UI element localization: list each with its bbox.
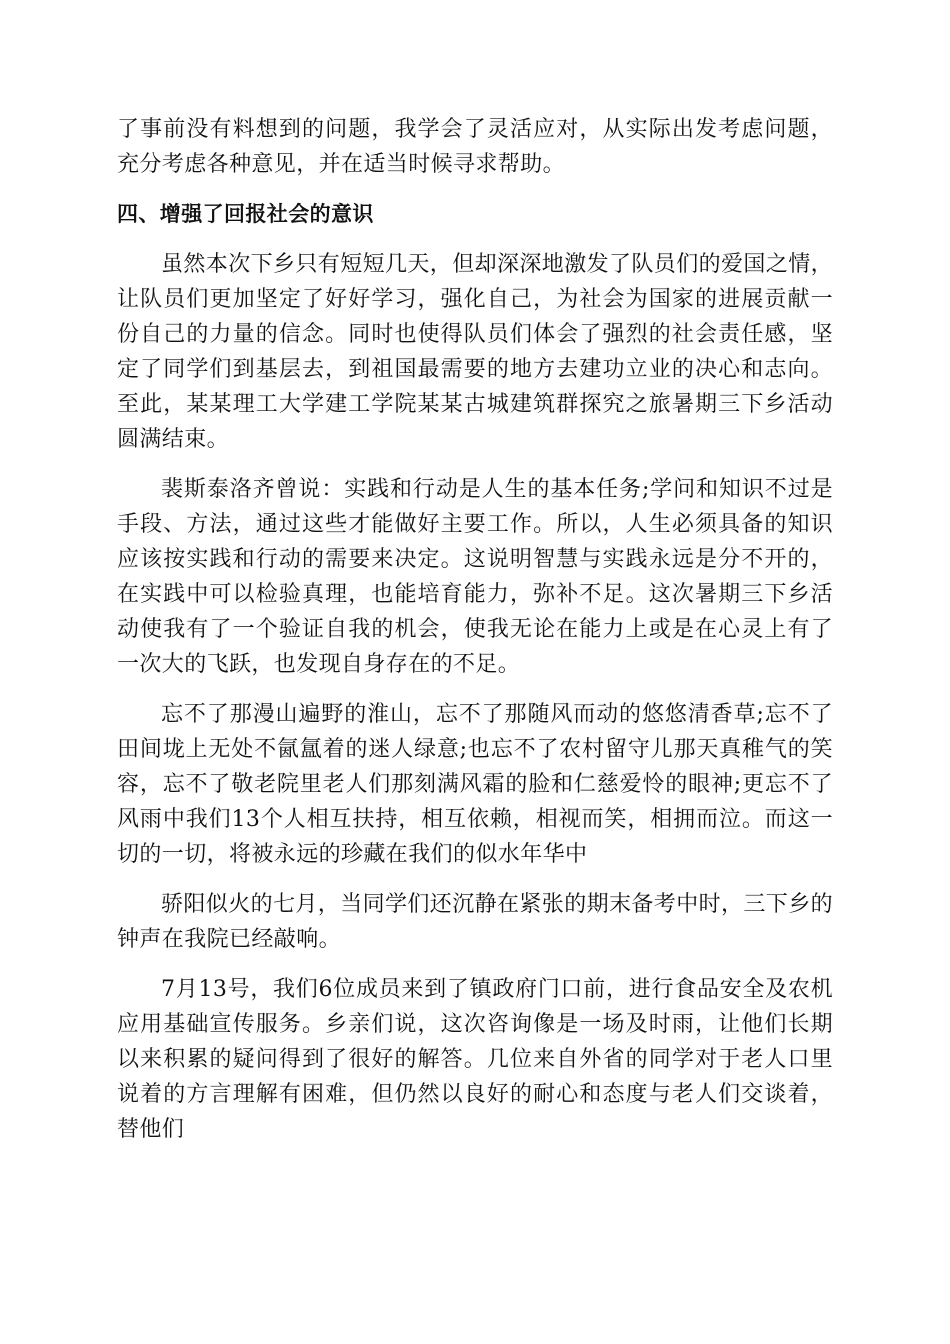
paragraph-pestalozzi-quote: 裴斯泰洛齐曾说：实践和行动是人生的基本任务;学问和知识不过是手段、方法，通过这些才能做好主要工作。所以，人生必须具备的知识应该按实践和行动的需要来决定。这说明智慧与实践永远是分不开的，在实践中可以检验真理，也能培育能力，弥补不足。这次暑期三下乡活动使我有了一个验证自我的机会，使我无论在能力上或是在心灵上有了一次大的飞跃，也发现自身存在的不足。 <box>117 477 833 677</box>
paragraph-social-awareness: 虽然本次下乡只有短短几天，但却深深地激发了队员们的爱国之情，让队员们更加坚定了好好学习，强化自己，为社会为国家的进展贡献一份自己的力量的信念。同时也使得队员们体会了强烈的社会责任感，坚定了同学们到基层去，到祖国最需要的地方去建功立业的决心和志向。至此，某某理工大学建工学院某某古城建筑群探究之旅暑期三下乡活动圆满结束。 <box>117 252 834 452</box>
paragraph-july: 骄阳似火的七月，当同学们还沉静在紧张的期末备考中时，三下乡的钟声在我院已经敲响。 <box>117 892 834 952</box>
paragraph-july-13: 7月13号，我们6位成员来到了镇政府门口前，进行食品安全及农机应用基础宣传服务。乡亲们说，这次咨询像是一场及时雨，让他们长期以来积累的疑问得到了很好的解答。几位来自外省的同学对于老人口里说着的方言理解有困难，但仍然以良好的耐心和态度与老人们交谈着，替他们 <box>117 977 833 1142</box>
paragraph-memories: 忘不了那漫山遍野的淮山，忘不了那随风而动的悠悠清香草;忘不了田间垅上无处不氤氲着的迷人绿意;也忘不了农村留守儿那天真稚气的笑容，忘不了敬老院里老人们那刻满风霜的脸和仁慈爱怜的眼神;更忘不了风雨中我们13个人相互扶持，相互依赖，相视而笑，相拥而泣。而这一切的一切，将被永远的珍藏在我们的似水年华中 <box>117 702 833 867</box>
paragraph-continued: 了事前没有料想到的问题，我学会了灵活应对，从实际出发考虑问题，充分考虑各种意见，并在适当时候寻求帮助。 <box>117 117 833 177</box>
section-heading: 四、增强了回报社会的意识 <box>117 202 374 226</box>
document-page <box>117 112 833 1162</box>
